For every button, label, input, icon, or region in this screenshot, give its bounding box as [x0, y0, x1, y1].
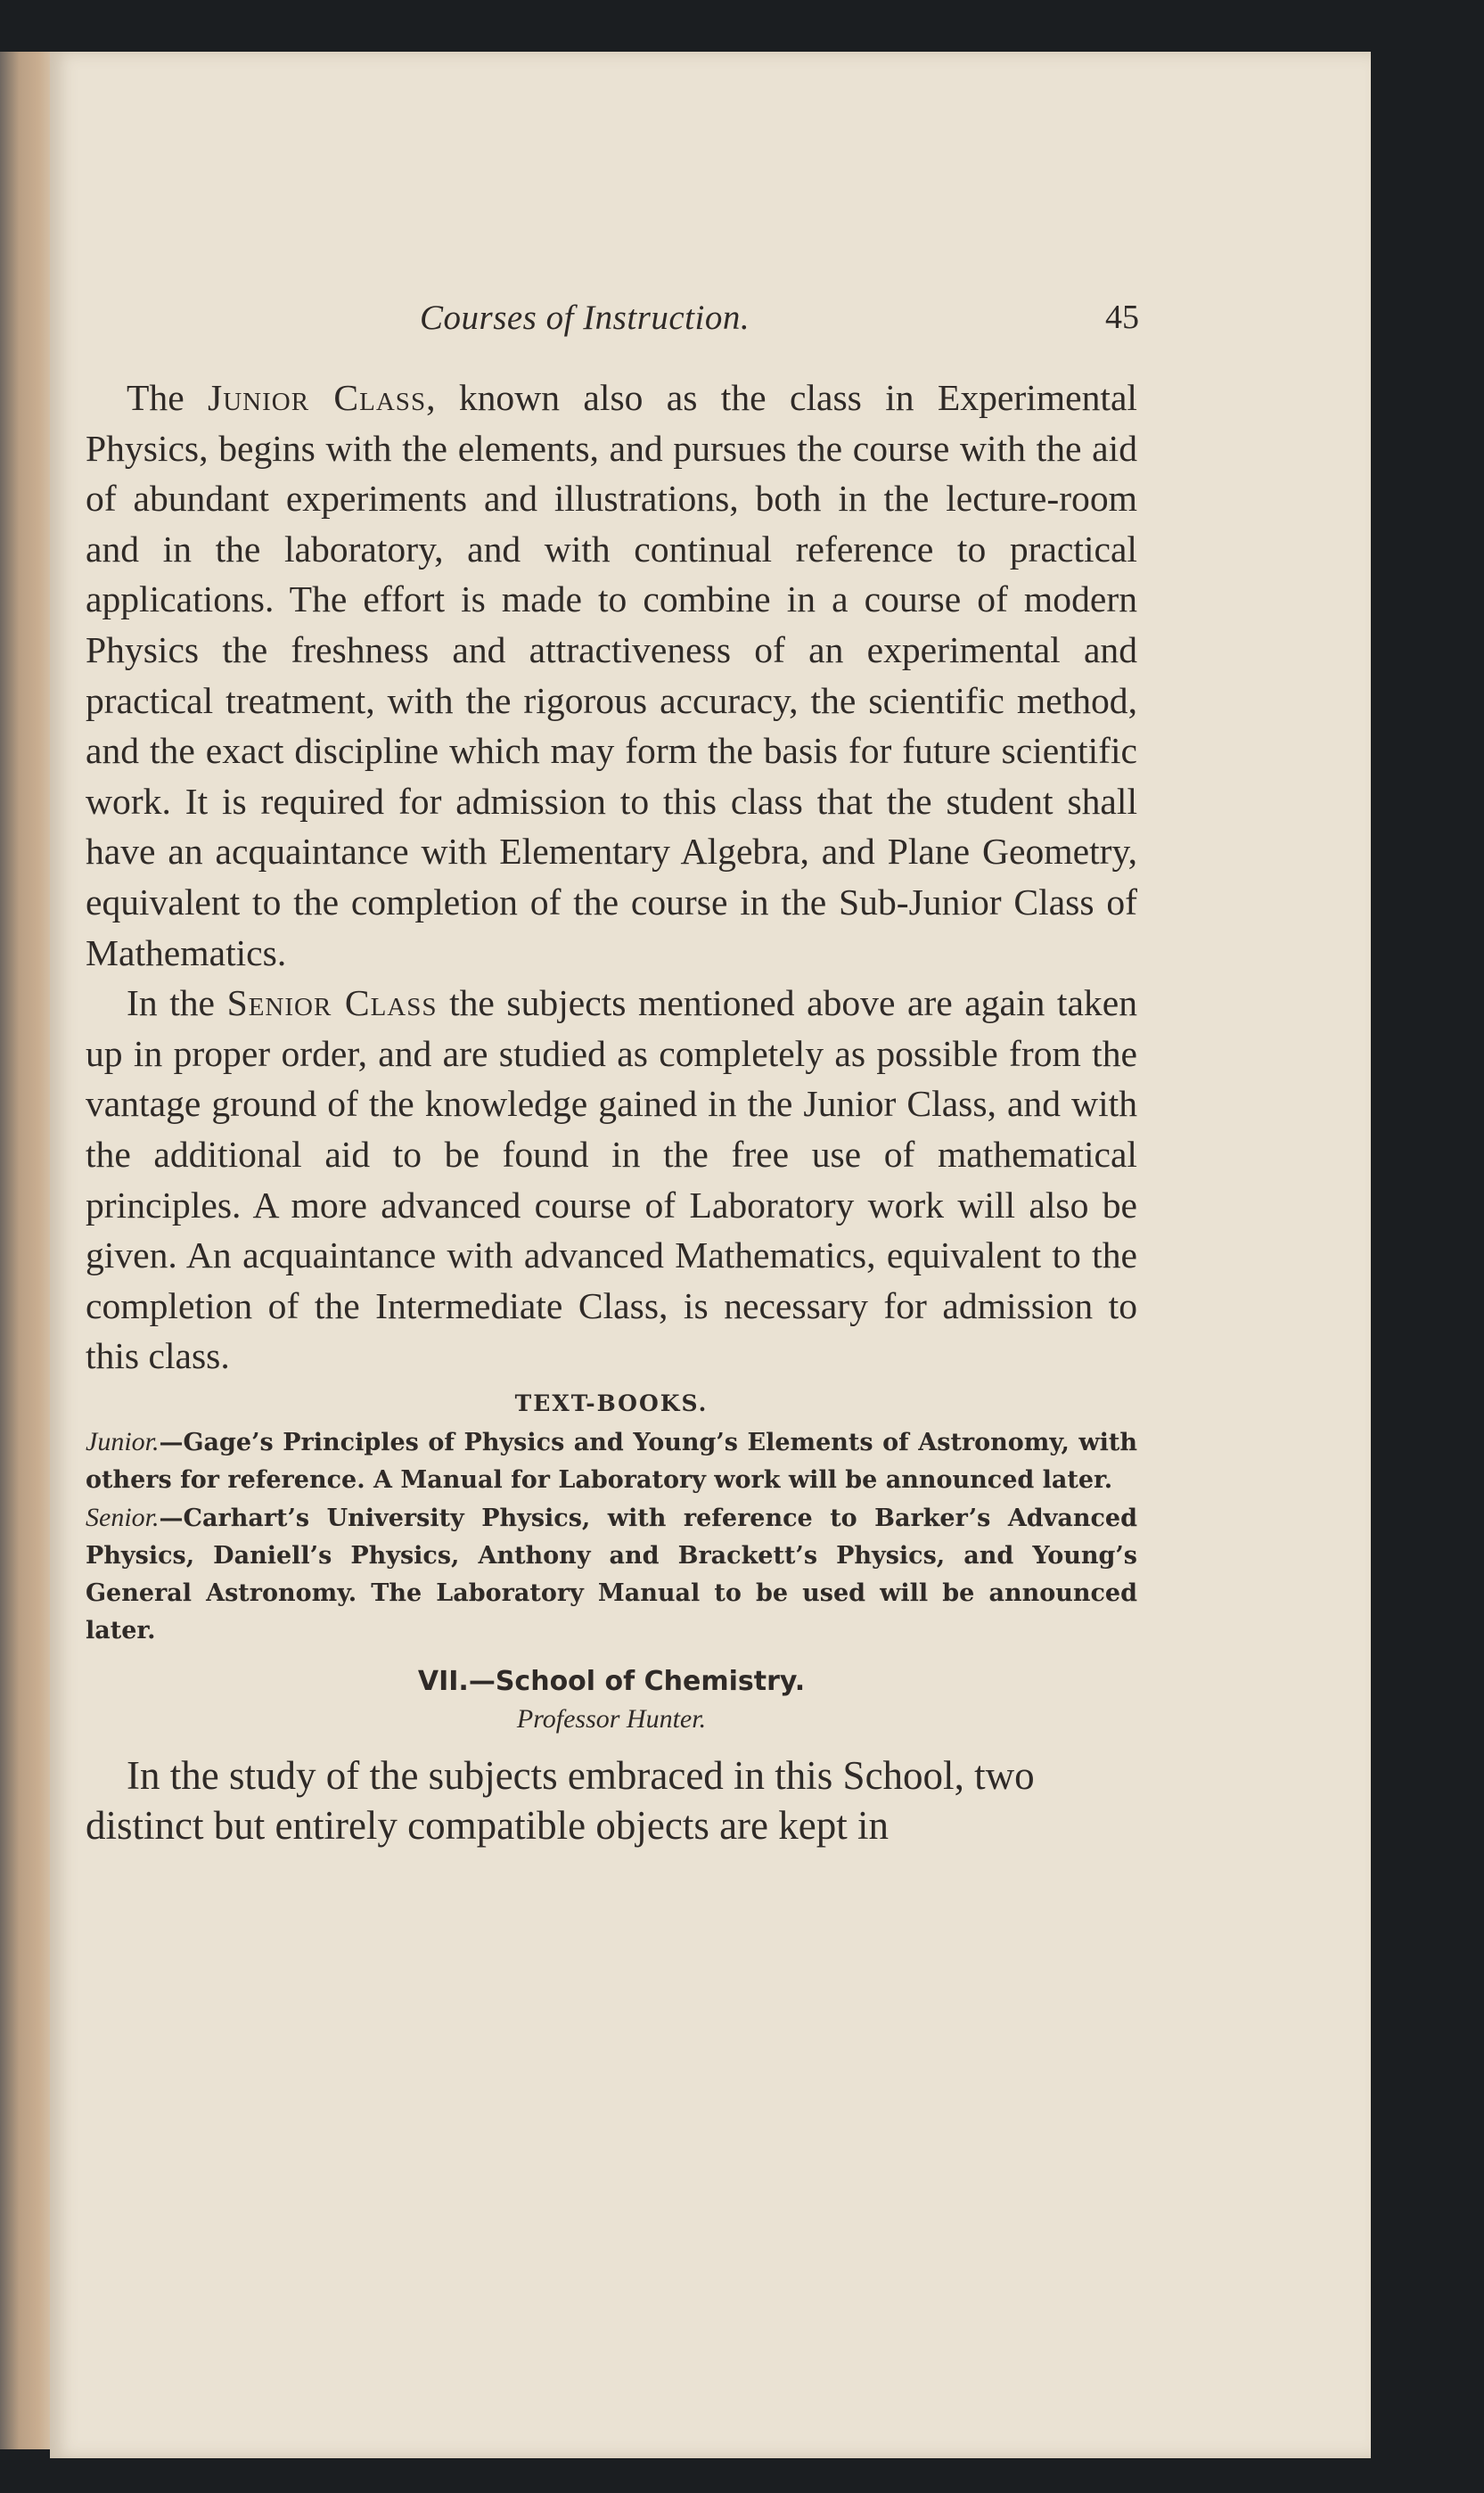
book-spine-edge [0, 52, 55, 2449]
chemistry-opening-text: In the study of the subjects embraced in this School, two distinct but entirely compatible objects are kept in [86, 1752, 1035, 1848]
senior-class-smallcaps: Senior Class [226, 982, 438, 1024]
junior-textbooks-text: —Gage’s Principles of Physics and Young’s Elements of Astronomy, with others for reference. A Manual for Laboratory work will be announced later. [86, 1428, 1137, 1494]
senior-textbooks-label: Senior. [86, 1502, 160, 1532]
chemistry-heading: VII.—School of Chemistry. [417, 1665, 806, 1697]
main-text-block [86, 373, 1137, 1382]
running-head [86, 298, 1137, 358]
junior-textbooks-entry [86, 1423, 1137, 1499]
running-title: Courses of Instruction. [420, 299, 750, 337]
textbooks-heading: TEXT-BOOKS. [514, 1390, 709, 1416]
chemistry-opening-text-block [86, 1751, 1137, 1850]
junior-class-paragraph [86, 373, 1137, 978]
paragraph-lead-text: In the [127, 982, 227, 1024]
page-number: 45 [1105, 299, 1139, 336]
senior-class-paragraph [86, 978, 1137, 1382]
page-content [86, 298, 1137, 1850]
junior-class-smallcaps: Junior Class [208, 377, 427, 418]
book-page [50, 52, 1371, 2458]
junior-class-paragraph-text: , known also as the class in Experimental Physics, begins with the elements, and pursues the course with the aid of abundant experiments and illustrations, both in the lecture-room and in the laboratory, and with continual reference to practical applications. The effort is made to combine in a course of modern Physics the freshness and attractiveness of an experimental and practical treatment, with the rigorous accuracy, the scientific method, and the exact discipline which may form the basis for future scientific work. It is required for admission to this class that the student shall have an acquaintance with Elementary Algebra, and Plane Geometry, equivalent to the completion of the course in the Sub-Junior Class of Mathematics. [86, 377, 1137, 973]
senior-class-paragraph-text: the subjects mentioned above are again taken up in proper order, and are studied as completely as possible from the vantage ground of the knowledge gained in the Junior Class, and with the additional aid to be found in the free use of mathematical principles. A more advanced course of Laboratory work will also be given. An acquaintance with advanced Mathematics, equivalent to the completion of the Intermediate Class, is necessary for admission to this class. [86, 982, 1137, 1377]
paragraph-lead-text: The [127, 377, 209, 418]
senior-textbooks-entry [86, 1499, 1137, 1650]
junior-textbooks-label: Junior. [86, 1426, 160, 1456]
chemistry-professor: Professor Hunter. [516, 1703, 707, 1734]
senior-textbooks-text: —Carhart’s University Physics, with reference to Barker’s Advanced Physics, Daniell’s Physics, Anthony and Brackett’s Physics, and Young’s General Astronomy. The Laboratory Manual to be used will be announced later. [86, 1504, 1137, 1644]
